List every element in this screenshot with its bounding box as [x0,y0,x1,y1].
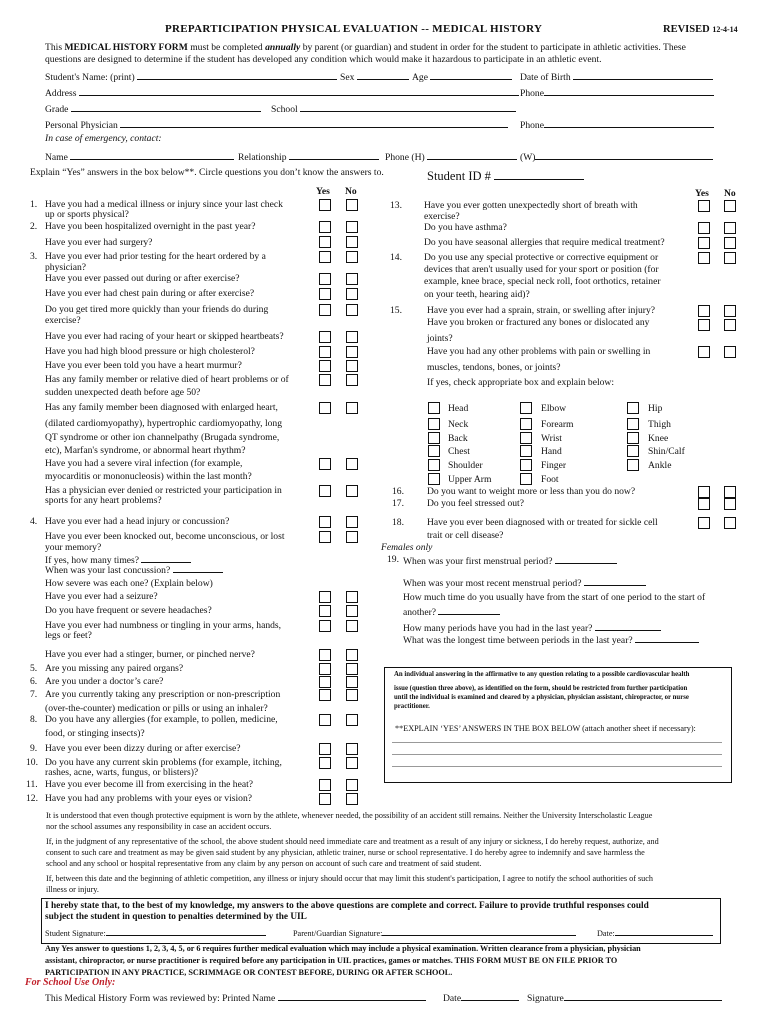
q-number: 15. [390,305,402,316]
q-number: 17. [392,498,404,509]
question-text: Has any family member been diagnosed with enlarged heart, [45,402,278,413]
phone-home-field[interactable]: Phone (H) [385,150,517,163]
right-q-no-checkbox[interactable] [724,305,736,317]
question-text: Have you ever gotten unexpectedly short of breath with [424,200,638,211]
q-number: 1. [30,199,38,210]
left-q-yes-checkbox[interactable] [319,793,331,805]
question-text: food, or stinging insects)? [45,728,145,739]
right-q-no-checkbox[interactable] [724,200,736,212]
concussion-count-field[interactable]: If yes, how many times? [45,553,191,566]
left-q-no-checkbox[interactable] [346,251,358,263]
body-part-label: Foot [541,474,559,485]
footer-text: assistant, chiropractor, or nurse practitioner is required before any participation in UIL practices, games or matches. THIS FORM MUST BE ON FILE PRIOR TO [45,956,618,965]
question-text: Have you had a severe viral infection (for example, [45,458,243,469]
intro-line-1: This MEDICAL HISTORY FORM must be completed annually by parent (or guardian) and student in order for the student to participate in athletic activities. These [45,42,686,53]
left-q-yes-checkbox[interactable] [319,288,331,300]
emergency-label: In case of emergency, contact: [45,133,162,144]
body-part-checkbox[interactable] [520,459,532,471]
right-q-no-checkbox[interactable] [724,486,736,498]
question-text: physician? [45,262,87,273]
body-part-checkbox[interactable] [627,402,639,414]
question-text: (dilated cardiomyopathy), hypertrophic cardiomyopathy, long [45,418,283,429]
left-q-no-checkbox[interactable] [346,605,358,617]
left-q-yes-checkbox[interactable] [319,402,331,414]
review-signature-field[interactable]: Signature [527,991,722,1004]
left-q-yes-checkbox[interactable] [319,531,331,543]
question-text: Have you ever been told you have a heart murmur? [45,360,242,371]
question-text: Do you have any allergies (for example, to pollen, medicine, [45,714,278,725]
recent-period-field[interactable]: When was your most recent menstrual period? [403,576,646,589]
question-text: Have you ever had numbness or tingling in your arms, hands, [45,620,282,631]
body-part-label: Hand [541,446,562,457]
q-number: 6. [30,676,38,687]
left-q-yes-checkbox[interactable] [319,649,331,661]
no-header-right: No [724,188,736,199]
right-q-no-checkbox[interactable] [724,517,736,529]
question-text: up or sports physical? [45,209,129,220]
left-q-yes-checkbox[interactable] [319,374,331,386]
question-text: muscles, tendons, bones, or joints? [427,362,561,373]
body-part-label: Upper Arm [448,474,492,485]
question-text: Do you have any current skin problems (for example, itching, [45,757,282,768]
left-q-no-checkbox[interactable] [346,360,358,372]
question-text: Do you want to weight more or less than you do now? [427,486,636,497]
periods-last-year-field[interactable]: How many periods have you had in the last year? [403,621,661,634]
left-q-yes-checkbox[interactable] [319,304,331,316]
body-part-label: Wrist [541,433,562,444]
q-number: 12. [26,793,38,804]
body-part-checkbox[interactable] [520,445,532,457]
question-text: example, knee brace, special neck roll, foot orthotics, retainer [424,276,661,287]
notice-text: until the individual is examined and cleared by a physician, physician assistant, chiropractor, or nurse [394,694,689,701]
question-text: Have you had high blood pressure or high cholesterol? [45,346,255,357]
revised-label: REVISED 12-4-14 [663,24,738,35]
question-text: devices that aren't usually used for your sport or position (for [424,264,659,275]
body-part-label: Back [448,433,468,444]
question-text: rashes, acne, warts, fungus, or blisters)? [45,767,199,778]
school-field[interactable]: School [271,102,516,115]
question-text: Have you ever been dizzy during or after exercise? [45,743,241,754]
question-text: Have you ever had a head injury or concussion? [45,516,230,527]
left-q-no-checkbox[interactable] [346,288,358,300]
body-part-checkbox[interactable] [520,432,532,444]
q-number: 4. [30,516,38,527]
left-q-yes-checkbox[interactable] [319,605,331,617]
left-q-yes-checkbox[interactable] [319,331,331,343]
left-q-no-checkbox[interactable] [346,714,358,726]
physician-phone-field[interactable]: Phone [520,118,714,131]
left-q-no-checkbox[interactable] [346,649,358,661]
q-number: 19. [387,554,399,565]
left-q-no-checkbox[interactable] [346,531,358,543]
legal-text: If, in the judgment of any representative of the school, the above student should need immediate care and treatment as a result of any injury or sickness, I do hereby request, authorize, and [46,837,659,846]
question-text: How much time do you usually have from the start of one period to the start of [403,592,706,603]
legal-text: consent to such care and treatment as may be given said student by any physician, athletic trainer, nurse or school representative. I do hereby agree to indemnify and save harmless the [46,848,645,857]
question-text: myocarditis or mononucleosis) within the last month? [45,471,252,482]
notice-text: issue (question three above), as identified on the form, should be restricted from further participation [394,685,688,692]
body-part-label: Shin/Calf [648,446,685,457]
last-concussion-field[interactable]: When was your last concussion? [45,563,223,576]
emergency-name-field[interactable]: Name [45,150,234,163]
question-text: QT syndrome or other ion channelpathy (Brugada syndrome, [45,432,280,443]
longest-interval-field[interactable]: What was the longest time between periods in the last year? [403,633,699,646]
question-text: How severe was each one? (Explain below) [45,578,213,589]
q-number: 2. [30,221,38,232]
footer-text: Any Yes answer to questions 1, 2, 3, 4, 5, or 6 requires further medical evaluation which may include a physical examination. Written clearance from a physician, physician [45,944,641,953]
explain-line [392,766,722,767]
left-q-no-checkbox[interactable] [346,458,358,470]
question-text: Have you had a medical illness or injury since your last check [45,199,283,210]
right-q-no-checkbox[interactable] [724,319,736,331]
yes-header-right: Yes [695,188,709,199]
question-text: joints? [427,333,453,344]
question-text: Has any family member or relative died of heart problems or of [45,374,289,385]
right-q-yes-checkbox[interactable] [698,200,710,212]
question-text: Have you ever had prior testing for the heart ordered by a [45,251,266,262]
body-part-label: Shoulder [448,460,483,471]
question-text: Have you ever been knocked out, become unconscious, or lost [45,531,285,542]
left-q-no-checkbox[interactable] [346,620,358,632]
legal-text: school and any school or hospital representative from any claim by any person on account of such care and treatment of said student. [46,859,482,868]
physician-field[interactable]: Personal Physician [45,118,508,131]
left-q-yes-checkbox[interactable] [319,199,331,211]
right-q-yes-checkbox[interactable] [698,346,710,358]
body-part-label: Elbow [541,403,567,414]
q-number: 9. [30,743,38,754]
question-text: Do you feel stressed out? [427,498,524,509]
legal-text: illness or injury. [46,885,99,894]
signature-date-field[interactable]: Date: [597,928,713,938]
form-title: PREPARTICIPATION PHYSICAL EVALUATION -- MEDICAL HISTORY [165,23,543,35]
body-part-checkbox[interactable] [627,459,639,471]
left-q-yes-checkbox[interactable] [319,485,331,497]
left-q-yes-checkbox[interactable] [319,757,331,769]
body-part-label: Head [448,403,469,414]
phone-work-field[interactable]: (W) [520,150,713,163]
left-q-yes-checkbox[interactable] [319,236,331,248]
explain-line [392,754,722,755]
notice-text: practitioner. [394,703,430,710]
question-text: Have you ever had chest pain during or after exercise? [45,288,255,299]
question-text: Have you ever had racing of your heart or skipped heartbeats? [45,331,284,342]
question-text: Do you use any special protective or corrective equipment or [424,252,659,263]
period-interval-field[interactable]: another? [403,605,500,618]
left-q-no-checkbox[interactable] [346,221,358,233]
explain-line [392,742,722,743]
left-q-no-checkbox[interactable] [346,793,358,805]
no-header-left: No [345,186,357,197]
right-q-yes-checkbox[interactable] [698,498,710,510]
right-q-no-checkbox[interactable] [724,252,736,264]
right-q-no-checkbox[interactable] [724,222,736,234]
question-text: legs or feet? [45,630,92,641]
body-part-label: Thigh [648,419,671,430]
question-text: sports for any heart problems? [45,495,162,506]
body-part-label: Knee [648,433,669,444]
question-text: your memory? [45,542,102,553]
left-q-yes-checkbox[interactable] [319,689,331,701]
statement-text: subject the student in question to penalties determined by the UIL [45,912,307,922]
body-part-label: Chest [448,446,470,457]
legal-text: It is understood that even though protective equipment is worn by the athlete, whenever needed, the possibility of an accident still remains. Neither the University Interscholastic League [46,811,653,820]
question-text: If yes, check appropriate box and explain below: [427,377,615,388]
grade-field[interactable]: Grade [45,102,261,115]
left-q-yes-checkbox[interactable] [319,221,331,233]
left-q-yes-checkbox[interactable] [319,251,331,263]
question-text: (over-the-counter) medication or pills or using an inhaler? [45,703,268,714]
left-q-yes-checkbox[interactable] [319,273,331,285]
left-q-no-checkbox[interactable] [346,402,358,414]
explain-instruction: Explain “Yes” answers in the box below**. Circle questions you don’t know the answers to. [30,167,384,178]
left-q-no-checkbox[interactable] [346,591,358,603]
left-q-no-checkbox[interactable] [346,304,358,316]
left-q-yes-checkbox[interactable] [319,743,331,755]
question-text: Have you ever become ill from exercising in the heat? [45,779,254,790]
left-q-no-checkbox[interactable] [346,374,358,386]
q-number: 16. [392,486,404,497]
left-q-yes-checkbox[interactable] [319,620,331,632]
left-q-no-checkbox[interactable] [346,516,358,528]
student-name-field[interactable]: Student's Name: (print) [45,70,337,83]
left-q-no-checkbox[interactable] [346,743,358,755]
phone-field[interactable]: Phone [520,86,714,99]
question-text: Have you ever had a stinger, burner, or pinched nerve? [45,649,255,660]
left-q-yes-checkbox[interactable] [319,346,331,358]
body-part-checkbox[interactable] [520,418,532,430]
statement-text: I hereby state that, to the best of my knowledge, my answers to the above questions are complete and correct. Failure to provide truthful responses could [45,901,649,911]
review-date-field[interactable]: Date [443,991,519,1004]
question-text: Have you broken or fractured any bones or dislocated any [427,317,650,328]
footer-text: PARTICIPATION IN ANY PRACTICE, SCRIMMAGE OR CONTEST BEFORE, DURING OR AFTER SCHOOL. [45,968,453,977]
body-part-checkbox[interactable] [428,432,440,444]
parent-signature-field[interactable]: Parent/Guardian Signature: [293,928,576,938]
body-part-checkbox[interactable] [627,418,639,430]
dob-field[interactable]: Date of Birth [520,70,713,83]
left-q-yes-checkbox[interactable] [319,458,331,470]
question-text: Do you get tired more quickly than your friends do during [45,304,269,315]
question-text: Have you ever been diagnosed with or treated for sickle cell [427,517,658,528]
legal-text: nor the school assumes any responsibility in case an accident occurs. [46,822,272,831]
left-q-no-checkbox[interactable] [346,689,358,701]
question-text: sudden unexpected death before age 50? [45,387,201,398]
reviewed-by-field[interactable]: This Medical History Form was reviewed by: Printed Name [45,991,426,1004]
q-number: 10. [26,757,38,768]
q-number: 18. [392,517,404,528]
body-part-checkbox[interactable] [627,432,639,444]
question-text: exercise? [45,315,81,326]
student-id-field[interactable]: Student ID # [427,169,584,183]
left-q-no-checkbox[interactable] [346,236,358,248]
question-text: Do you have asthma? [424,222,507,233]
question-text: trait or cell disease? [427,530,504,541]
left-q-no-checkbox[interactable] [346,676,358,688]
body-part-label: Ankle [648,460,672,471]
body-part-label: Neck [448,419,469,430]
left-q-yes-checkbox[interactable] [319,663,331,675]
left-q-no-checkbox[interactable] [346,346,358,358]
question-text: Do you have frequent or severe headaches? [45,605,212,616]
body-part-checkbox[interactable] [428,459,440,471]
left-q-no-checkbox[interactable] [346,331,358,343]
q-number: 7. [30,689,38,700]
body-part-label: Forearm [541,419,574,430]
left-q-yes-checkbox[interactable] [319,516,331,528]
question-text: Have you ever had surgery? [45,237,153,248]
females-only-label: Females only [381,542,433,553]
q-number: 11. [26,779,38,790]
explain-label: **EXPLAIN ‘YES’ ANSWERS IN THE BOX BELOW (attach another sheet if necessary): [395,724,696,733]
left-q-no-checkbox[interactable] [346,273,358,285]
question-text: exercise? [424,211,460,222]
question-text: Have you been hospitalized overnight in the past year? [45,221,256,232]
body-part-checkbox[interactable] [428,473,440,485]
left-q-no-checkbox[interactable] [346,199,358,211]
first-period-field[interactable]: When was your first menstrual period? [403,554,617,567]
question-text: Have you ever had a sprain, strain, or swelling after injury? [427,305,656,316]
body-part-checkbox[interactable] [428,402,440,414]
question-text: Have you ever had a seizure? [45,591,158,602]
question-text: Has a physician ever denied or restricted your participation in [45,485,282,496]
school-use-label: For School Use Only: [25,977,116,988]
q-number: 13. [390,200,402,211]
sex-field[interactable]: Sex [340,70,409,83]
right-q-yes-checkbox[interactable] [698,222,710,234]
left-q-yes-checkbox[interactable] [319,360,331,372]
address-field[interactable]: Address [45,86,519,99]
q-number: 8. [30,714,38,725]
right-q-yes-checkbox[interactable] [698,319,710,331]
q-number: 5. [30,663,38,674]
age-field[interactable]: Age [412,70,512,83]
right-q-no-checkbox[interactable] [724,498,736,510]
student-signature-field[interactable]: Student Signature: [45,928,266,938]
left-q-yes-checkbox[interactable] [319,714,331,726]
left-q-yes-checkbox[interactable] [319,779,331,791]
left-q-yes-checkbox[interactable] [319,591,331,603]
body-part-checkbox[interactable] [428,418,440,430]
left-q-yes-checkbox[interactable] [319,676,331,688]
question-text: Do you have seasonal allergies that require medical treatment? [424,237,665,248]
body-part-label: Finger [541,460,567,471]
body-part-label: Hip [648,403,663,414]
right-q-yes-checkbox[interactable] [698,517,710,529]
right-q-yes-checkbox[interactable] [698,237,710,249]
intro-line-2: questions are designed to determine if the student has developed any condition which would make it hazardous to participate in an athletic event. [45,54,602,65]
body-part-checkbox[interactable] [428,445,440,457]
right-q-yes-checkbox[interactable] [698,486,710,498]
body-part-checkbox[interactable] [520,402,532,414]
relationship-field[interactable]: Relationship [238,150,379,163]
left-q-no-checkbox[interactable] [346,779,358,791]
left-q-no-checkbox[interactable] [346,757,358,769]
body-part-checkbox[interactable] [627,445,639,457]
question-text: Are you missing any paired organs? [45,663,184,674]
yes-header-left: Yes [316,186,330,197]
left-q-no-checkbox[interactable] [346,663,358,675]
right-q-no-checkbox[interactable] [724,237,736,249]
body-part-checkbox[interactable] [520,473,532,485]
left-q-no-checkbox[interactable] [346,485,358,497]
question-text: Have you ever passed out during or after exercise? [45,273,240,284]
legal-text: If, between this date and the beginning of athletic competition, any illness or injury should occur that may limit this student's participation, I agree to notify the school authorities of such [46,874,653,883]
right-q-yes-checkbox[interactable] [698,305,710,317]
question-text: Are you currently taking any prescription or non-prescription [45,689,281,700]
q-number: 14. [390,252,402,263]
q-number: 3. [30,251,38,262]
right-q-no-checkbox[interactable] [724,346,736,358]
question-text: Have you had any other problems with pain or swelling in [427,346,651,357]
notice-text: An individual answering in the affirmative to any question relating to a possible cardiovascular health [394,671,690,678]
question-text: Are you under a doctor’s care? [45,676,164,687]
question-text: Have you had any problems with your eyes or vision? [45,793,253,804]
right-q-yes-checkbox[interactable] [698,252,710,264]
question-text: etc), Marfan's syndrome, or abnormal heart rhythm? [45,445,246,456]
question-text: on your teeth, hearing aid)? [424,289,530,300]
